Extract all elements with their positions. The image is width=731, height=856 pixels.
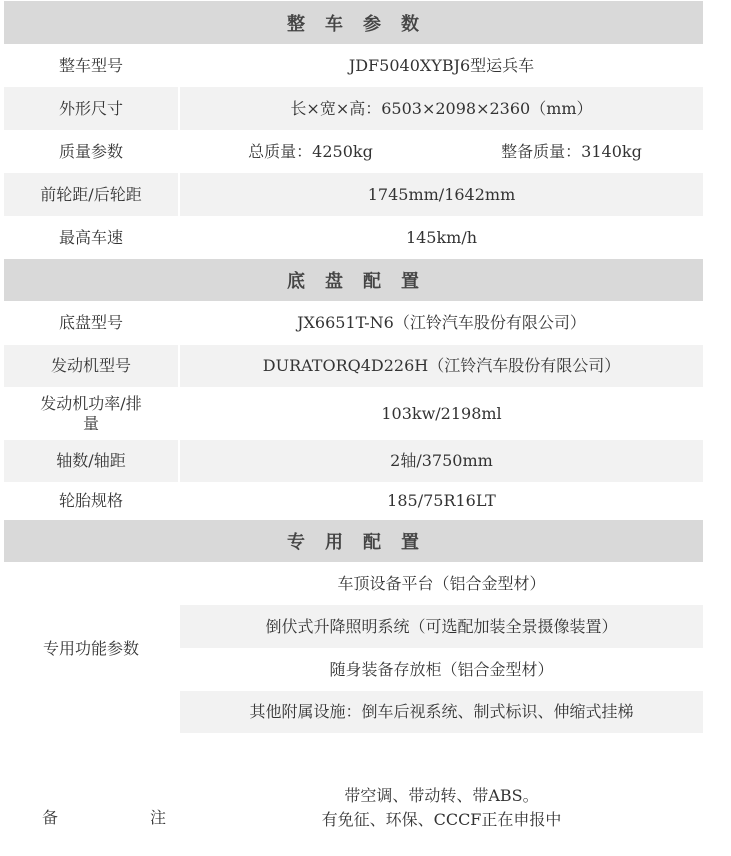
section-header-chassis — [4, 259, 703, 301]
remarks-label-left: 备 — [42, 808, 59, 827]
row-label: 发动机型号 — [4, 345, 178, 387]
table-row — [4, 216, 703, 259]
remarks-row — [4, 736, 703, 832]
row-value: 185/75R16LT — [387, 491, 496, 510]
remarks-label-right: 注 — [149, 808, 166, 827]
row-label: 底盘型号 — [58, 313, 123, 332]
table-row — [4, 130, 703, 173]
row-label: 质量参数 — [58, 141, 123, 161]
row-label: 轴数/轴距 — [4, 440, 178, 482]
row-label: 整车型号 — [58, 55, 123, 75]
curb-mass-value: 整备质量：3140kg — [501, 141, 642, 161]
list-item: 倒伏式升降照明系统（可选配加装全景摄像装置） — [180, 605, 703, 648]
row-value: 2轴/3750mm — [180, 440, 703, 482]
table-row — [4, 482, 703, 520]
special-items — [180, 562, 703, 736]
table-row — [4, 44, 703, 87]
section-header-vehicle — [4, 1, 703, 44]
remarks-line1: 带空调、带动转、带ABS。 — [344, 786, 539, 805]
list-item: 其他附属设施：倒车后视系统、制式标识、伸缩式挂梯 — [180, 691, 703, 733]
row-label: 前轮距/后轮距 — [4, 173, 178, 216]
row-value: JX6651T-N6（江铃汽车股份有限公司） — [297, 313, 586, 332]
remarks-line2: 有免征、环保、CCCF正在申报中 — [321, 810, 562, 829]
row-value: 长×宽×高：6503×2098×2360（mm） — [180, 87, 703, 130]
table-row — [4, 87, 703, 130]
row-label — [4, 387, 178, 440]
row-value-pair — [180, 130, 703, 173]
remarks-value — [180, 736, 703, 832]
table-row — [4, 301, 703, 345]
section-title-chassis: 底 盘 配 置 — [287, 271, 420, 292]
row-value: 145km/h — [405, 227, 478, 247]
row-value: JDF5040XYBJ6型运兵车 — [348, 55, 535, 75]
row-label-line2: 量 — [82, 413, 99, 433]
section-title-vehicle: 整 车 参 数 — [287, 13, 420, 35]
row-label-line1: 发动机功率/排 — [40, 393, 142, 413]
table-row — [4, 387, 703, 440]
special-function-block — [4, 562, 703, 736]
list-item: 随身装备存放柜（铝合金型材） — [329, 659, 554, 679]
row-label: 最高车速 — [58, 227, 123, 247]
spec-table — [4, 1, 703, 832]
total-mass-value: 总质量：4250kg — [248, 141, 373, 161]
table-row — [4, 440, 703, 482]
list-item: 车顶设备平台（铝合金型材） — [337, 573, 546, 593]
row-label: 轮胎规格 — [58, 491, 123, 510]
row-label: 外形尺寸 — [4, 87, 178, 130]
row-value: 103kw/2198ml — [381, 403, 502, 423]
section-title-special: 专 用 配 置 — [287, 532, 420, 553]
table-row — [4, 345, 703, 387]
row-label: 专用功能参数 — [42, 639, 139, 658]
section-header-special — [4, 520, 703, 562]
row-value: 1745mm/1642mm — [180, 173, 703, 216]
row-value: DURATORQ4D226H（江铃汽车股份有限公司） — [180, 345, 703, 387]
table-row — [4, 173, 703, 216]
remarks-label — [4, 736, 178, 832]
